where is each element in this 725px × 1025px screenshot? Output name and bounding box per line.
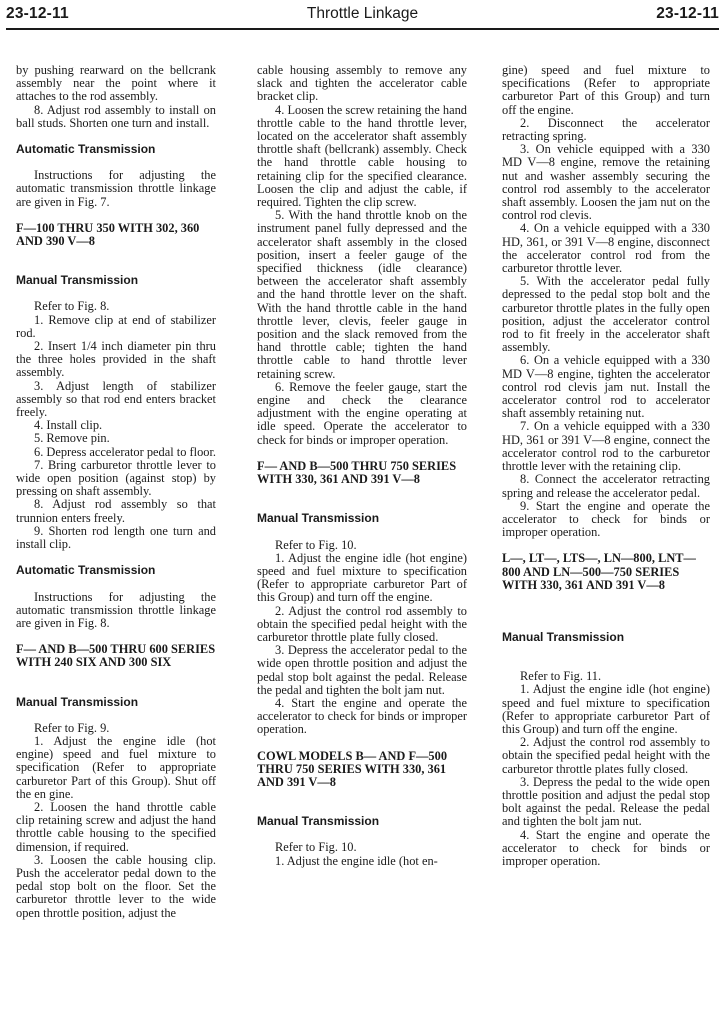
step: 6. Depress accelerator pedal to floor. [34,444,216,459]
step: 5. With the hand throttle knob on the instrument panel fully depressed and the accelerator shaft assembly in the closed position, insert a feeler gauge of the specified thickness (idle clearance) between the accelerator shaft assembly and the hand throttle lever on the shaft. With the hand throttle cable in the hand throttle lever, clevis, feeler gauge in position and the slack removed from the hand throttle cable; tighten the hand throttle cable to hand throttle lever retaining screw. [257,208,467,381]
step: 4. Start the engine and operate the accelerator to check for binds or improper operation. [257,695,467,737]
step: 3. Depress the accelerator pedal to the wide open throttle position and adjust the pedal stop bolt against the pedal. Release the pedal and tighten the bolt jam nut. [257,643,467,697]
paragraph: Refer to Fig. 10. [275,840,357,855]
step: 3. On vehicle equipped with a 330 MD V—8 engine, remove the retaining nut and washer assembly securing the control rod assembly to the accelerator shaft assembly. Loosen the jam nut on the control rod clevis. [502,142,710,223]
paragraph: cable housing assembly to remove any slack and tighten the accelerator cable bracket clip. [257,63,467,104]
step: 8. Adjust rod assembly so that trunnion enters freely. [16,497,216,525]
column-1 [16,64,216,920]
spacer [502,644,710,670]
spacer [16,578,216,591]
page-number-right: 23-12-11 [656,5,719,22]
header-rule [6,28,719,30]
spacer [16,709,216,722]
step: 1. Adjust the engine idle (hot en- [275,853,438,868]
step: 5. With the accelerator pedal fully depressed to the pedal stop bolt and the carburetor throttle plates in the fully open position, adjust the accelerator control rod to fit freely in the accelerator shaft assembly. [502,274,710,355]
section-heading: COWL MODELS B— AND F—500 THRU 750 SERIES WITH 330, 361 AND 391 V—8 [257,748,448,789]
step: 3. Adjust length of stabilizer assembly so that rod end enters bracket freely. [16,378,216,420]
section-heading: F— AND B—500 THRU 600 SERIES WITH 240 SIX AND 300 SIX [16,642,216,670]
paragraph: by pushing rearward on the bellcrank assembly near the point where it attaches to the rod assembly. [16,63,216,104]
page-header [6,2,719,28]
spacer [16,209,216,222]
step: 9. Start the engine and operate the accelerator to check for binds or improper operation. [502,498,710,540]
paragraph: Refer to Fig. 9. [34,720,110,735]
subheading-automatic-transmission: Automatic Transmission [16,563,156,578]
step: 7. On a vehicle equipped with a 330 HD, 361 or 391 V—8 engine, connect the accelerator control rod to the carburetor throttle lever with the retaining clip. [502,419,710,474]
step: 4. Install clip. [34,418,103,433]
spacer [257,486,467,512]
paragraph: Refer to Fig. 11. [520,669,602,684]
subheading-automatic-transmission: Automatic Transmission [16,142,156,157]
step: 2. Adjust the control rod assembly to obtain the specified pedal height with the carburetor throttle plate fully closed. [257,603,467,644]
paragraph: Refer to Fig. 8. [34,299,110,314]
step: 1. Remove clip at end of stabilizer rod. [16,312,216,340]
step: 8. Connect the accelerator retracting spring and release the accelerator pedal. [502,472,710,500]
step: 4. On a vehicle equipped with a 330 HD, 361, or 391 V—8 engine, disconnect the accelerator control rod from the carburetor throttle lever. [502,221,710,276]
step: 3. Loosen the cable housing clip. Push the accelerator pedal down to the pedal stop bolt on the floor. Set the carburetor throttle lever to the wide open throttle position, adjust the [16,852,216,920]
paragraph: Instructions for adjusting the automatic transmission throttle linkage are given in Fig. 7. [16,168,216,209]
page-number-left: 23-12-11 [6,5,69,22]
column-2 [257,64,467,868]
step: 3. Depress the pedal to the wide open throttle position and adjust the pedal stop bolt against the pedal. Release the pedal and tighten the bolt jam nut. [502,774,710,829]
paragraph: Refer to Fig. 10. [275,537,357,552]
step: 2. Insert 1/4 inch diameter pin thru the three holes provided in the shaft assembly. [16,339,216,380]
spacer [502,592,710,631]
subheading-manual-transmission: Manual Transmission [16,273,139,288]
step: 1. Adjust the engine idle (hot engine) speed and fuel mixture to specification (Refer to appropriate carburetor Part of this Group) and turn off the engine. [502,682,710,736]
step: 4. Loosen the screw retaining the hand throttle cable to the hand throttle lever, located on the accelerator shaft assembly throttle shaft (bellcrank) assembly. Check the hand throttle cable housing to retaining clip for the specified clearance. Loosen the clip and adjust the cable, if required. Tighten the clip screw. [257,102,467,210]
spacer [16,670,216,696]
subheading-manual-transmission: Manual Transmission [502,629,625,644]
step: 1. Adjust the engine idle (hot engine) speed and fuel mixture to specification (Refer to appropriate carburetor Part of this Group) and turn off the engine. [257,550,467,605]
step: 5. Remove pin. [34,431,110,446]
step: 7. Bring carburetor throttle lever to wide open position (against stop) by pressing on shaft assembly. [16,457,216,499]
subheading-manual-transmission: Manual Transmission [257,814,380,829]
step: 2. Loosen the hand throttle cable clip retaining screw and adjust the hand throttle cable housing to the specified dimension, if required. [16,799,216,854]
paragraph: gine) speed and fuel mixture to specifications (Refer to appropriate carburetor Part of this Group) and turn off the engine. [502,63,710,117]
spacer [257,789,467,815]
step: 8. Adjust rod assembly to install on ball studs. Shorten one turn and install. [16,102,216,130]
column-3 [502,64,710,868]
section-heading: L—, LT—, LTS—, LN—800, LNT—800 AND LN—500—750 SERIES WITH 330, 361 AND 391 V—8 [502,551,696,592]
spacer [257,526,467,539]
page-title: Throttle Linkage [306,5,419,22]
step: 1. Adjust the engine idle (hot engine) speed and fuel mixture to specification (Refer to appropriate carburetor Part of this Group). Shut off the en gine. [16,733,216,801]
step: 4. Start the engine and operate the accelerator to check for binds or improper operation. [502,827,710,868]
section-heading: F— AND B—500 THRU 750 SERIES WITH 330, 361 AND 391 V—8 [257,458,457,487]
subheading-manual-transmission: Manual Transmission [16,694,139,709]
step: 9. Shorten rod length one turn and install clip. [16,523,216,552]
spacer [257,737,467,750]
spacer [16,248,216,274]
step: 6. Remove the feeler gauge, start the engine and check the clearance adjustment with the engine operating at idle speed. Operate the accelerator to check for binds or improper operation. [257,379,467,447]
spacer [257,447,467,460]
section-heading: F—100 THRU 350 WITH 302, 360 AND 390 V—8 [16,220,200,249]
subheading-manual-transmission: Manual Transmission [257,511,380,526]
step: 2. Adjust the control rod assembly to obtain the specified pedal height with the carburetor throttle plates fully closed. [502,735,710,776]
step: 6. On a vehicle equipped with a 330 MD V—8 engine, tighten the accelerator control rod clevis jam nut. Install the accelerator control rod to accelerator shaft assembly retaining nut. [502,353,710,421]
step: 2. Disconnect the accelerator retracting spring. [502,115,710,144]
paragraph: Instructions for adjusting the automatic transmission throttle linkage are given in Fig. 8. [16,589,216,630]
